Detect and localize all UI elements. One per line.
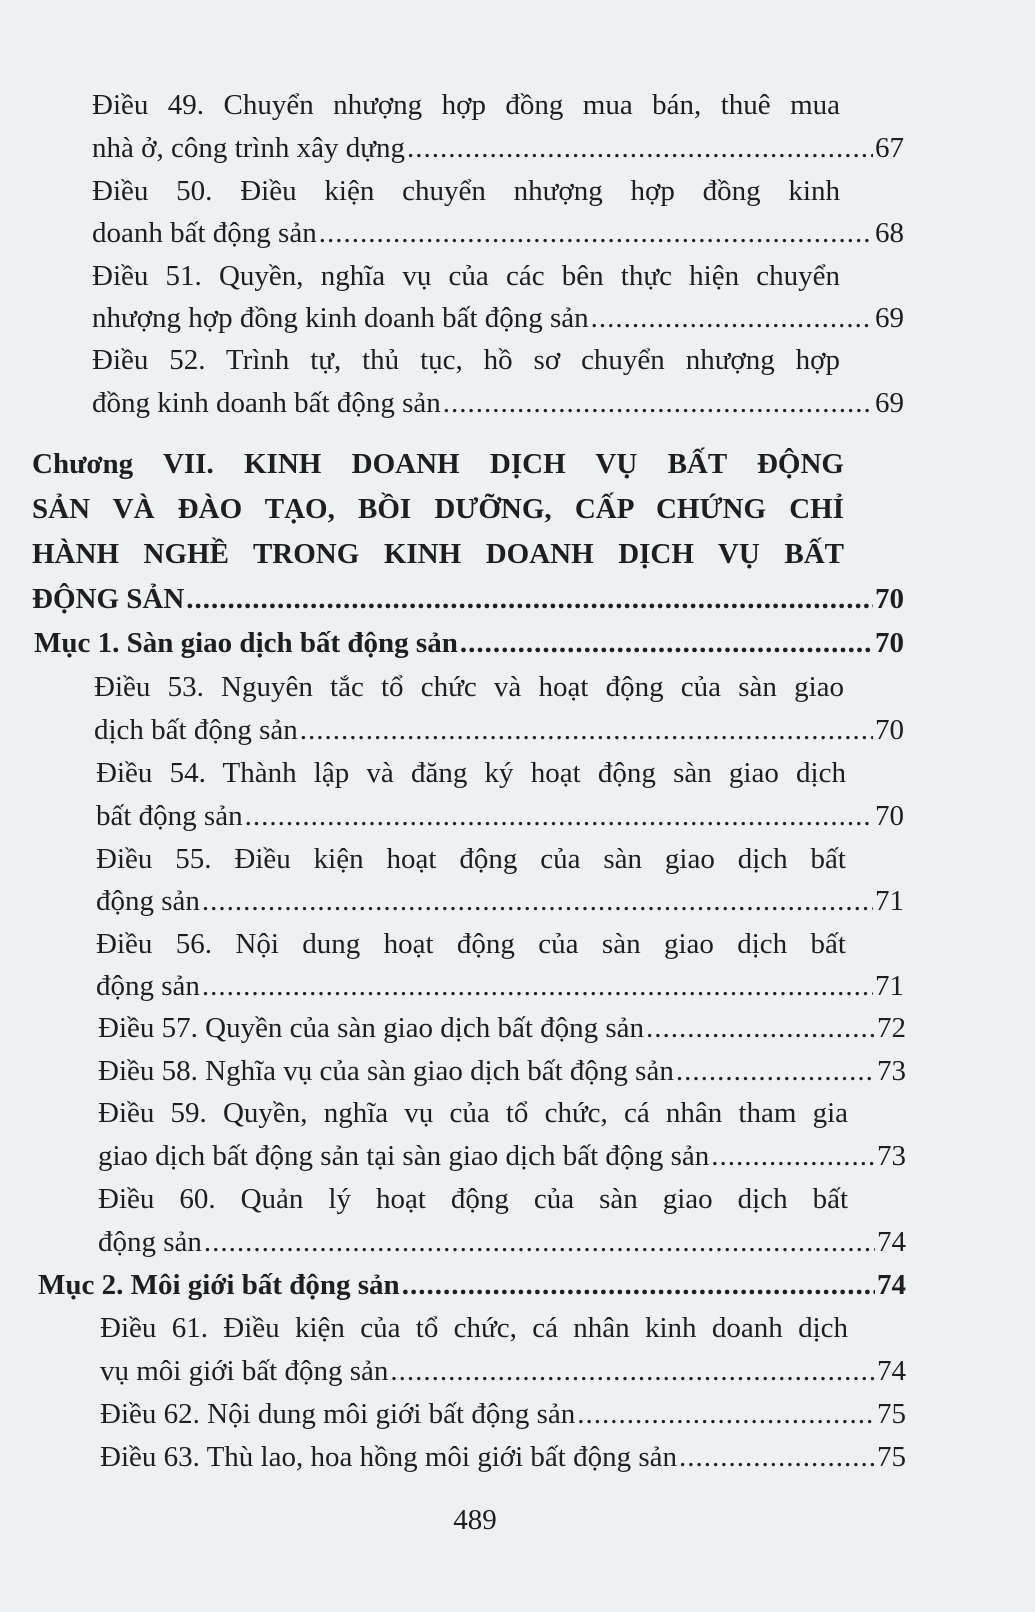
- toc-entry-61-line1: Điều 61. Điều kiện của tổ chức, cá nhân kinh doanh dịch: [100, 1312, 848, 1344]
- toc-entry-63: [100, 1440, 906, 1474]
- toc-entry-56-line1: Điều 56. Nội dung hoạt động của sàn giao dịch bất: [96, 928, 846, 960]
- toc-page-number: 70: [875, 583, 904, 615]
- leader-dots: [300, 713, 873, 747]
- toc-page-number: 69: [875, 387, 904, 419]
- toc-chapter-7-line4: [32, 582, 904, 616]
- toc-entry-text: vụ môi giới bất động sản: [100, 1355, 389, 1387]
- toc-entry-62: [100, 1397, 906, 1431]
- toc-entry-49-line1: Điều 49. Chuyển nhượng hợp đồng mua bán, thuê mua: [92, 89, 840, 121]
- toc-entry-text: Điều 58. Nghĩa vụ của sàn giao dịch bất động sản: [98, 1055, 674, 1087]
- toc-entry-59-line2: [98, 1139, 906, 1173]
- toc-page-number: 70: [875, 627, 904, 659]
- toc-page-number: 73: [877, 1055, 906, 1087]
- leader-dots: [202, 884, 873, 918]
- leader-dots: [204, 1225, 875, 1259]
- toc-entry-54-line1: Điều 54. Thành lập và đăng ký hoạt động sàn giao dịch: [96, 757, 846, 789]
- toc-entry-52-line2: [92, 386, 904, 420]
- toc-entry-text: động sản: [96, 970, 200, 1002]
- toc-entry-56-line2: [96, 969, 904, 1003]
- toc-entry-60-line1: Điều 60. Quản lý hoạt động của sàn giao dịch bất: [98, 1183, 848, 1215]
- toc-entry-50-line2: [92, 216, 904, 250]
- toc-entry-55-line1: Điều 55. Điều kiện hoạt động của sàn giao dịch bất: [96, 843, 846, 875]
- toc-page-number: 75: [877, 1441, 906, 1473]
- toc-page-number: 70: [875, 800, 904, 832]
- toc-entry-text: Mục 2. Môi giới bất động sản: [38, 1269, 400, 1301]
- leader-dots: [460, 626, 873, 660]
- toc-entry-59-line1: Điều 59. Quyền, nghĩa vụ của tổ chức, cá nhân tham gia: [98, 1097, 848, 1129]
- toc-entry-text: dịch bất động sản: [94, 714, 298, 746]
- leader-dots: [402, 1268, 875, 1302]
- toc-entry-text: Điều 57. Quyền của sàn giao dịch bất động sản: [98, 1012, 645, 1044]
- toc-entry-53-line2: [94, 713, 904, 747]
- toc-entry-text: ĐỘNG SẢN: [32, 583, 185, 615]
- toc-entry-49-line2: [92, 131, 904, 165]
- toc-page-number: 74: [877, 1269, 906, 1301]
- toc-entry-text: nhượng hợp đồng kinh doanh bất động sản: [92, 302, 589, 334]
- toc-entry-60-line2: [98, 1225, 906, 1259]
- leader-dots: [711, 1139, 875, 1173]
- leader-dots: [679, 1440, 875, 1474]
- leader-dots: [202, 969, 873, 1003]
- leader-dots: [390, 1354, 875, 1388]
- toc-page-number: 68: [875, 217, 904, 249]
- toc-entry-text: động sản: [96, 885, 200, 917]
- toc-chapter-7-line2: SẢN VÀ ĐÀO TẠO, BỒI DƯỠNG, CẤP CHỨNG CHỈ: [32, 493, 844, 525]
- toc-entry-text: doanh bất động sản: [92, 217, 317, 249]
- leader-dots: [443, 386, 873, 420]
- toc-page-number: 71: [875, 970, 904, 1002]
- toc-entry-text: Điều 62. Nội dung môi giới bất động sản: [100, 1398, 576, 1430]
- leader-dots: [646, 1011, 875, 1045]
- toc-section-1: [34, 626, 904, 660]
- toc-entry-text: động sản: [98, 1226, 202, 1258]
- toc-chapter-7-line3: HÀNH NGHỀ TRONG KINH DOANH DỊCH VỤ BẤT: [32, 538, 844, 570]
- leader-dots: [591, 301, 873, 335]
- leader-dots: [407, 131, 873, 165]
- toc-entry-text: Mục 1. Sàn giao dịch bất động sản: [34, 627, 458, 659]
- toc-page-number: 73: [877, 1140, 906, 1172]
- toc-page-number: 70: [875, 714, 904, 746]
- toc-page-number: 72: [877, 1012, 906, 1044]
- page-number: 489: [453, 1504, 497, 1536]
- toc-page-number: 67: [875, 132, 904, 164]
- toc-entry-text: Điều 63. Thù lao, hoa hồng môi giới bất động sản: [100, 1441, 678, 1473]
- toc-entry-61-line2: [100, 1354, 906, 1388]
- toc-page-number: 75: [877, 1398, 906, 1430]
- toc-entry-text: giao dịch bất động sản tại sàn giao dịch bất động sản: [98, 1140, 710, 1172]
- leader-dots: [319, 216, 873, 250]
- toc-page-number: 69: [875, 302, 904, 334]
- toc-entry-51-line2: [92, 301, 904, 335]
- toc-page-number: 71: [875, 885, 904, 917]
- toc-entry-text: nhà ở, công trình xây dựng: [92, 132, 405, 164]
- toc-entry-55-line2: [96, 884, 904, 918]
- toc-entry-53-line1: Điều 53. Nguyên tắc tổ chức và hoạt động của sàn giao: [94, 671, 844, 703]
- toc-entry-57: [98, 1011, 906, 1045]
- toc-entry-52-line1: Điều 52. Trình tự, thủ tục, hồ sơ chuyển nhượng hợp: [92, 344, 840, 376]
- toc-page-number: 74: [877, 1226, 906, 1258]
- leader-dots: [245, 799, 873, 833]
- toc-entry-50-line1: Điều 50. Điều kiện chuyển nhượng hợp đồng kinh: [92, 175, 840, 207]
- leader-dots: [186, 582, 873, 616]
- leader-dots: [676, 1054, 875, 1088]
- toc-entry-51-line1: Điều 51. Quyền, nghĩa vụ của các bên thực hiện chuyển: [92, 260, 840, 292]
- toc-entry-58: [98, 1054, 906, 1088]
- leader-dots: [577, 1397, 875, 1431]
- toc-section-2: [38, 1268, 906, 1302]
- toc-page-number: 74: [877, 1355, 906, 1387]
- toc-chapter-7-line1: Chương VII. KINH DOANH DỊCH VỤ BẤT ĐỘNG: [32, 448, 844, 480]
- toc-entry-text: bất động sản: [96, 800, 243, 832]
- toc-entry-text: đồng kinh doanh bất động sản: [92, 387, 441, 419]
- toc-entry-54-line2: [96, 799, 904, 833]
